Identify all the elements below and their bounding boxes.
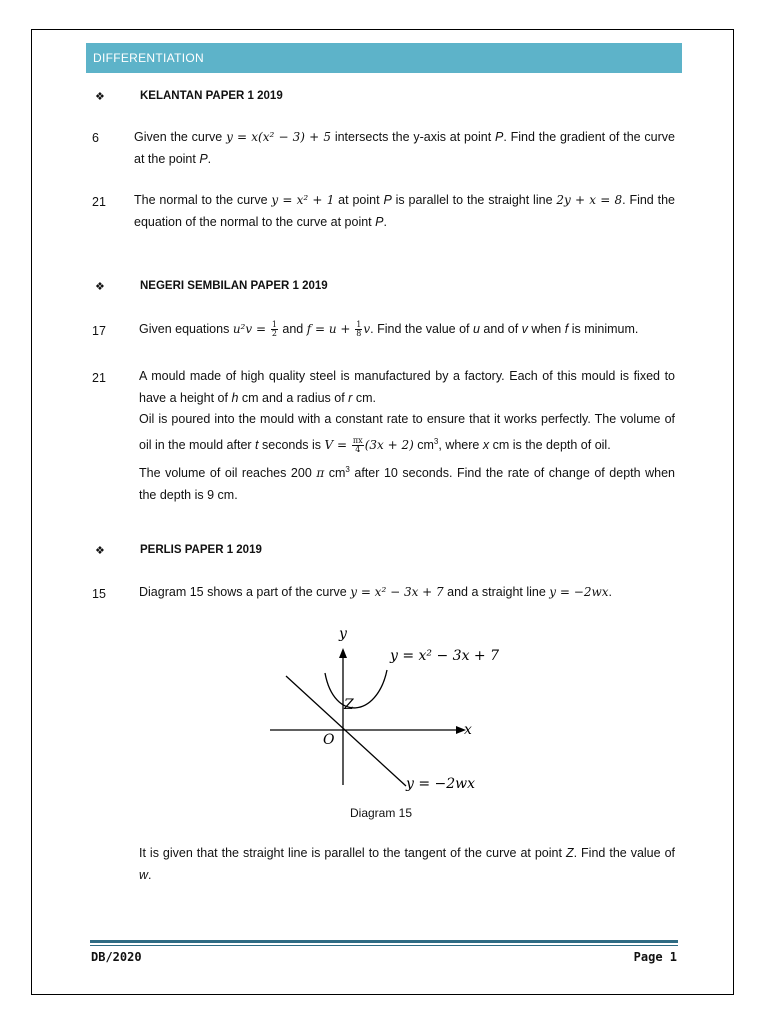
x-axis-label: x bbox=[464, 722, 472, 738]
page-number: Page 1 bbox=[633, 950, 677, 964]
header-bar: DIFFERENTIATION bbox=[86, 43, 682, 73]
line-graph bbox=[286, 676, 406, 786]
question-number: 17 bbox=[92, 324, 106, 338]
question-n21-text bbox=[139, 366, 675, 506]
fraction-eighth: $\frac{1}{8}$ bbox=[356, 320, 362, 339]
question-number: 21 bbox=[92, 195, 106, 209]
section-title-negeri-sembilan: NEGERI SEMBILAN PAPER 1 2019 bbox=[140, 280, 328, 292]
line-equation-label: y = −2wx bbox=[406, 776, 476, 792]
y-axis-label: y bbox=[339, 626, 347, 642]
question-n17-text: Given equations u²v = $\frac{1}{2}$ and f = u + $\frac{1}{8}$ v. Find the value of u and of v when f is minimum. bbox=[139, 320, 639, 339]
question-number: 15 bbox=[92, 587, 106, 601]
question-k21-text: The normal to the curve y = x² + 1 at point P is parallel to the straight line 2y + x = 8. Find the equation of the normal to the curve at point P. bbox=[134, 193, 675, 229]
fraction-half: $\frac{1}{2}$ bbox=[271, 320, 277, 339]
section-title-perlis: PERLIS PAPER 1 2019 bbox=[140, 544, 262, 556]
paragraph: The volume of oil reaches 200 π $cm^3$ after 10 seconds. Find the rate of change of depth when the depth is 9 cm. bbox=[139, 465, 675, 502]
bullet-diamond-icon: ❖ bbox=[95, 281, 105, 293]
paragraph: A mould made of high quality steel is manufactured by a factory. Each of this mould is fixed to have a height of h cm and a radius of r cm. bbox=[139, 369, 675, 405]
bullet-diamond-icon: ❖ bbox=[95, 545, 105, 557]
footer-left: DB/2020 bbox=[91, 950, 142, 964]
y-axis-arrow-icon bbox=[339, 648, 347, 658]
point-z-label: Z bbox=[344, 697, 354, 713]
question-p15-text: Diagram 15 shows a part of the curve y = x² − 3x + 7 and a straight line y = −2wx. bbox=[139, 585, 612, 599]
question-number: 21 bbox=[92, 371, 106, 385]
bullet-diamond-icon: ❖ bbox=[95, 91, 105, 103]
question-number: 6 bbox=[92, 131, 99, 145]
origin-label: O bbox=[323, 732, 335, 748]
curve-graph bbox=[325, 670, 387, 708]
diagram-caption: Diagram 15 bbox=[350, 806, 413, 820]
fraction-pi-over-four: $\frac{\pi x}{4}$ bbox=[352, 435, 363, 454]
section-title-kelantan: KELANTAN PAPER 1 2019 bbox=[140, 90, 283, 102]
question-p15-followup: It is given that the straight line is parallel to the tangent of the curve at point Z. Find the value of w. bbox=[139, 846, 675, 882]
curve-equation-label: y = x² − 3x + 7 bbox=[390, 648, 500, 664]
diagram-15 bbox=[260, 620, 510, 800]
question-k6-text: Given the curve y = x(x² − 3) + 5 intersects the y-axis at point P. Find the gradient of the curve at the point P. bbox=[134, 130, 675, 166]
footer-rule-thin bbox=[90, 945, 678, 946]
paragraph: Oil is poured into the mould with a constant rate to ensure that it works perfectly. The volume of oil in the mould after t seconds is V = $\frac{\pi x}{4}$ (3x + 2) $cm^3$, where x cm is the depth of oil. bbox=[139, 412, 675, 454]
footer-rule bbox=[90, 940, 678, 943]
